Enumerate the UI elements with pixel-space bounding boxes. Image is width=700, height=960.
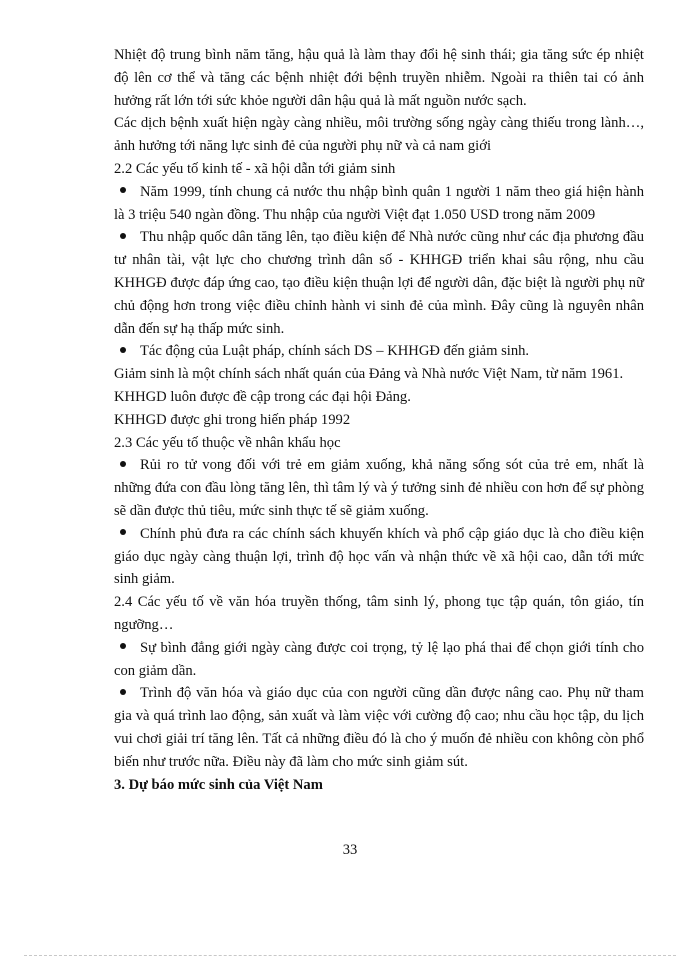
bullet-icon	[120, 187, 126, 193]
paragraph-text: KHHGD luôn được đề cập trong các đại hội Đảng.	[114, 388, 411, 405]
bullet-item-gender-equality	[114, 637, 644, 683]
heading-text: 3. Dự báo mức sinh của Việt Nam	[114, 776, 323, 793]
bullet-item-income-1999	[114, 181, 644, 227]
bullet-icon	[120, 689, 126, 695]
bullet-text: Tác động của Luật pháp, chính sách DS – KHHGĐ đến giảm sinh.	[140, 343, 530, 360]
bullet-text: Sự bình đẳng giới ngày càng được coi trọng, tỷ lệ lạo phá thai để chọn giới tính cho con giảm dần.	[114, 639, 644, 679]
bullet-text: Thu nhập quốc dân tăng lên, tạo điều kiện để Nhà nước cũng như các địa phương đầu tư nhân tài, vật lực cho chương trình dân số - KHHGĐ triển khai sâu rộng, nhu cầu KHHGĐ được đáp ứng cao, tạo điều kiện thuận lợi để người dân, đặc biệt là người phụ nữ chủ động hơn trong việc điều chỉnh hành vi sinh đẻ của mình. Đây cũng là nguyên nhân dẫn đến sự hạ thấp mức sinh.	[114, 229, 644, 337]
page-body	[114, 44, 644, 796]
bullet-icon	[120, 233, 126, 239]
section-2-4-title	[114, 591, 644, 637]
paragraph-policy-since-1961	[114, 363, 644, 386]
paragraph-text: KHHGD được ghi trong hiến pháp 1992	[114, 411, 351, 428]
bullet-text: Rủi ro tử vong đối với trẻ em giảm xuống, khả năng sống sót của trẻ em, nhất là những đứa con đầu lòng tăng lên, thì tâm lý và ý tưởng sinh đẻ nhiều con hơn để sự phòng sẽ dần được thủ tiêu, mức sinh thực tế sẽ giảm xuống.	[114, 457, 644, 519]
paragraph-party-congress	[114, 386, 644, 409]
bullet-item-national-income	[114, 226, 644, 340]
section-title-text: 2.4 Các yếu tố về văn hóa truyền thống, tâm sinh lý, phong tục tập quán, tôn giáo, tín ngưỡng…	[114, 594, 644, 633]
bullet-icon	[120, 461, 126, 467]
paragraph-disease	[114, 112, 644, 158]
section-2-2-title	[114, 158, 644, 181]
paragraph-text: Nhiệt độ trung bình năm tăng, hậu quả là làm thay đổi hệ sinh thái; gia tăng sức ép nhiệt độ lên cơ thể và tăng các bệnh nhiệt đới bệnh truyền nhiễm. Ngoài ra thiên tai có ảnh hưởng rất lớn tới sức khỏe người dân hậu quả là mất nguồn nước sạch.	[114, 47, 644, 109]
section-2-3-title	[114, 432, 644, 455]
bullet-icon	[120, 347, 126, 353]
paragraph-text: Các dịch bệnh xuất hiện ngày càng nhiều, môi trường sống ngày càng thiếu trong lành…, ảnh hưởng tới năng lực sinh đẻ của người phụ nữ và cả nam giới	[114, 115, 644, 155]
bullet-item-culture-education	[114, 682, 644, 773]
paragraph-text: Giảm sinh là một chính sách nhất quán của Đảng và Nhà nước Việt Nam, từ năm 1961.	[114, 366, 624, 383]
paragraph-constitution-1992	[114, 409, 644, 432]
bullet-item-law-policy	[114, 340, 644, 363]
paragraph-climate-impact	[114, 44, 644, 112]
bullet-icon	[120, 643, 126, 649]
section-title-text: 2.2 Các yếu tố kinh tế - xã hội dẫn tới giảm sinh	[114, 160, 396, 177]
section-3-heading	[114, 774, 644, 797]
bullet-text: Năm 1999, tính chung cả nước thu nhập bình quân 1 người 1 năm theo giá hiện hành là 3 triệu 540 ngàn đồng. Thu nhập của người Việt đạt 1.050 USD trong năm 2009	[114, 183, 644, 223]
bullet-icon	[120, 529, 126, 535]
bullet-item-child-mortality	[114, 454, 644, 522]
page-number: 33	[342, 842, 358, 858]
page-bottom-divider	[24, 955, 676, 956]
section-title-text: 2.3 Các yếu tố thuộc về nhân khẩu học	[114, 434, 341, 451]
bullet-text: Trình độ văn hóa và giáo dục của con người cũng dần được nâng cao. Phụ nữ tham gia và quá trình lao động, sản xuất và làm việc với cường độ cao; nhu cầu học tập, du lịch vui chơi giải trí tăng lên. Tất cả những điều đó là cho ý muốn đẻ nhiều con không còn phổ biến như trước nữa. Điều này đã làm cho mức sinh giảm sút.	[114, 685, 644, 770]
bullet-item-education-policy	[114, 523, 644, 591]
bullet-text: Chính phủ đưa ra các chính sách khuyến khích và phổ cập giáo dục là cho điều kiện giáo dục ngày càng thuận lợi, trình độ học vấn và nhận thức về xã hội cao, dẫn tới mức sinh giảm.	[114, 525, 644, 588]
